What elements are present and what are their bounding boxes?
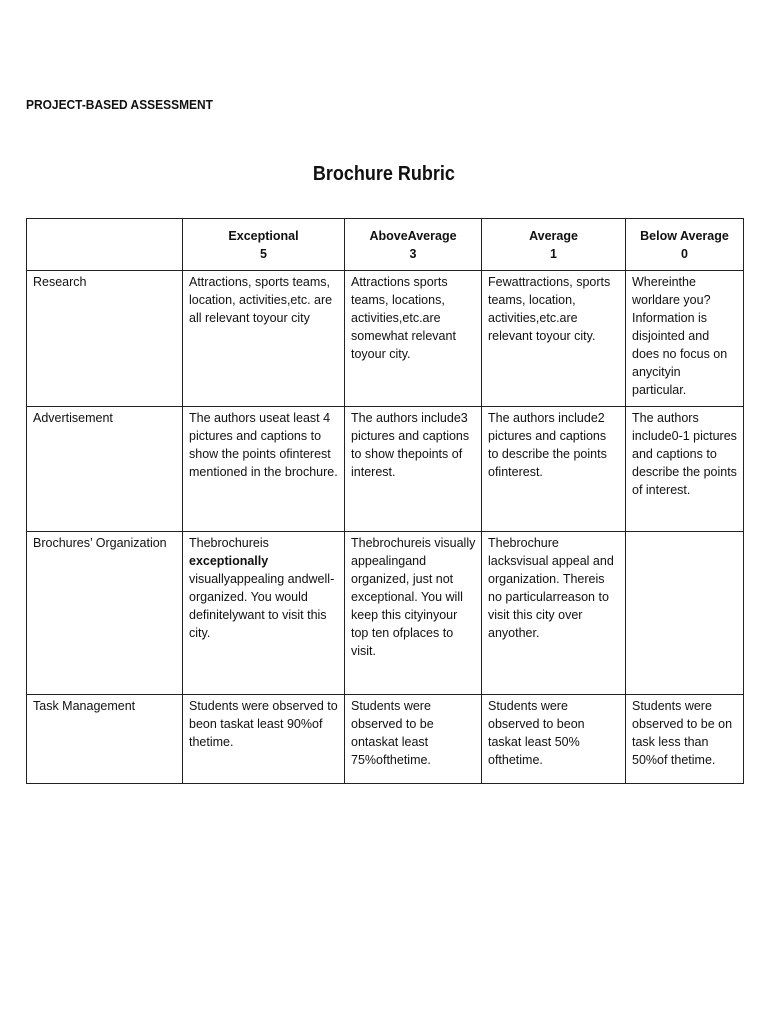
- rubric-row-task-management: [27, 695, 744, 784]
- column-label: AboveAverage: [369, 228, 457, 243]
- rubric-header-row: [27, 219, 744, 271]
- criterion-label: Task Management: [27, 695, 183, 784]
- column-label: Below Average: [640, 228, 729, 243]
- rubric-row-organization: [27, 532, 744, 695]
- column-score: 3: [409, 246, 417, 261]
- criterion-label: Advertisement: [27, 407, 183, 532]
- rubric-cell: Fewattractions, sports teams, location, activities,etc.are relevant toyour city.: [482, 271, 626, 407]
- title-text: Brochure Rubric: [312, 163, 456, 185]
- column-label: Average: [529, 228, 578, 243]
- cell-text-suffix: visuallyappealing andwell-organized. You would definitelywant to visit this city.: [189, 572, 335, 640]
- column-score: 0: [681, 246, 688, 261]
- rubric-cell: Attractions sports teams, locations, activities,etc.are somewhat relevant toyour city.: [345, 271, 482, 407]
- rubric-cell: The authors include0-1 pictures and captions to describe the points of interest.: [626, 407, 744, 532]
- column-score: 5: [260, 246, 267, 261]
- rubric-cell: Students were observed to be on task less than 50%of thetime.: [626, 695, 744, 784]
- rubric-cell: Students were observed to beon taskat least 50% ofthetime.: [482, 695, 626, 784]
- rubric-row-advertisement: [27, 407, 744, 532]
- rubric-row-research: [27, 271, 744, 407]
- rubric-cell: Students were observed to beon taskat least 90%of thetime.: [183, 695, 345, 784]
- cell-text-prefix: Thebrochureis: [189, 536, 269, 550]
- rubric-cell: Whereinthe worldare you? Information is disjointed and does no focus on anycityin particular.: [626, 271, 744, 407]
- rubric-cell-empty: [626, 532, 744, 695]
- criterion-label: Brochures’ Organization: [27, 532, 183, 695]
- rubric-cell: The authors include2 pictures and captions to describe the points ofinterest.: [482, 407, 626, 532]
- rubric-cell: Thebrochureis visually appealingand organized, just not exceptional. You will keep this cityinyour top ten ofplaces to visit.: [345, 532, 482, 695]
- cell-text-emphasis: exceptionally: [189, 554, 269, 568]
- header-above-average: [345, 219, 482, 271]
- rubric-cell: Attractions, sports teams, location, activities,etc. are all relevant toyour city: [183, 271, 345, 407]
- rubric-table: [26, 218, 744, 784]
- rubric-cell: Thebrochure lacksvisual appeal and organization. Thereis no particularreason to visit this city over anyother.: [482, 532, 626, 695]
- criterion-label: Research: [27, 271, 183, 407]
- column-label: Exceptional: [228, 228, 299, 243]
- header-blank-cell: [27, 219, 183, 271]
- document-title: [0, 163, 768, 186]
- column-score: 1: [550, 246, 557, 261]
- rubric-cell: [183, 532, 345, 695]
- rubric-cell: The authors include3 pictures and captions to show thepoints of interest.: [345, 407, 482, 532]
- rubric-cell: Students were observed to be ontaskat least 75%ofthetime.: [345, 695, 482, 784]
- header-below-average: [626, 219, 744, 271]
- header-average: [482, 219, 626, 271]
- rubric-cell: The authors useat least 4 pictures and captions to show the points ofinterest mentioned in the brochure.: [183, 407, 345, 532]
- header-exceptional: [183, 219, 345, 271]
- document-header: PROJECT-BASED ASSESSMENT: [26, 97, 213, 112]
